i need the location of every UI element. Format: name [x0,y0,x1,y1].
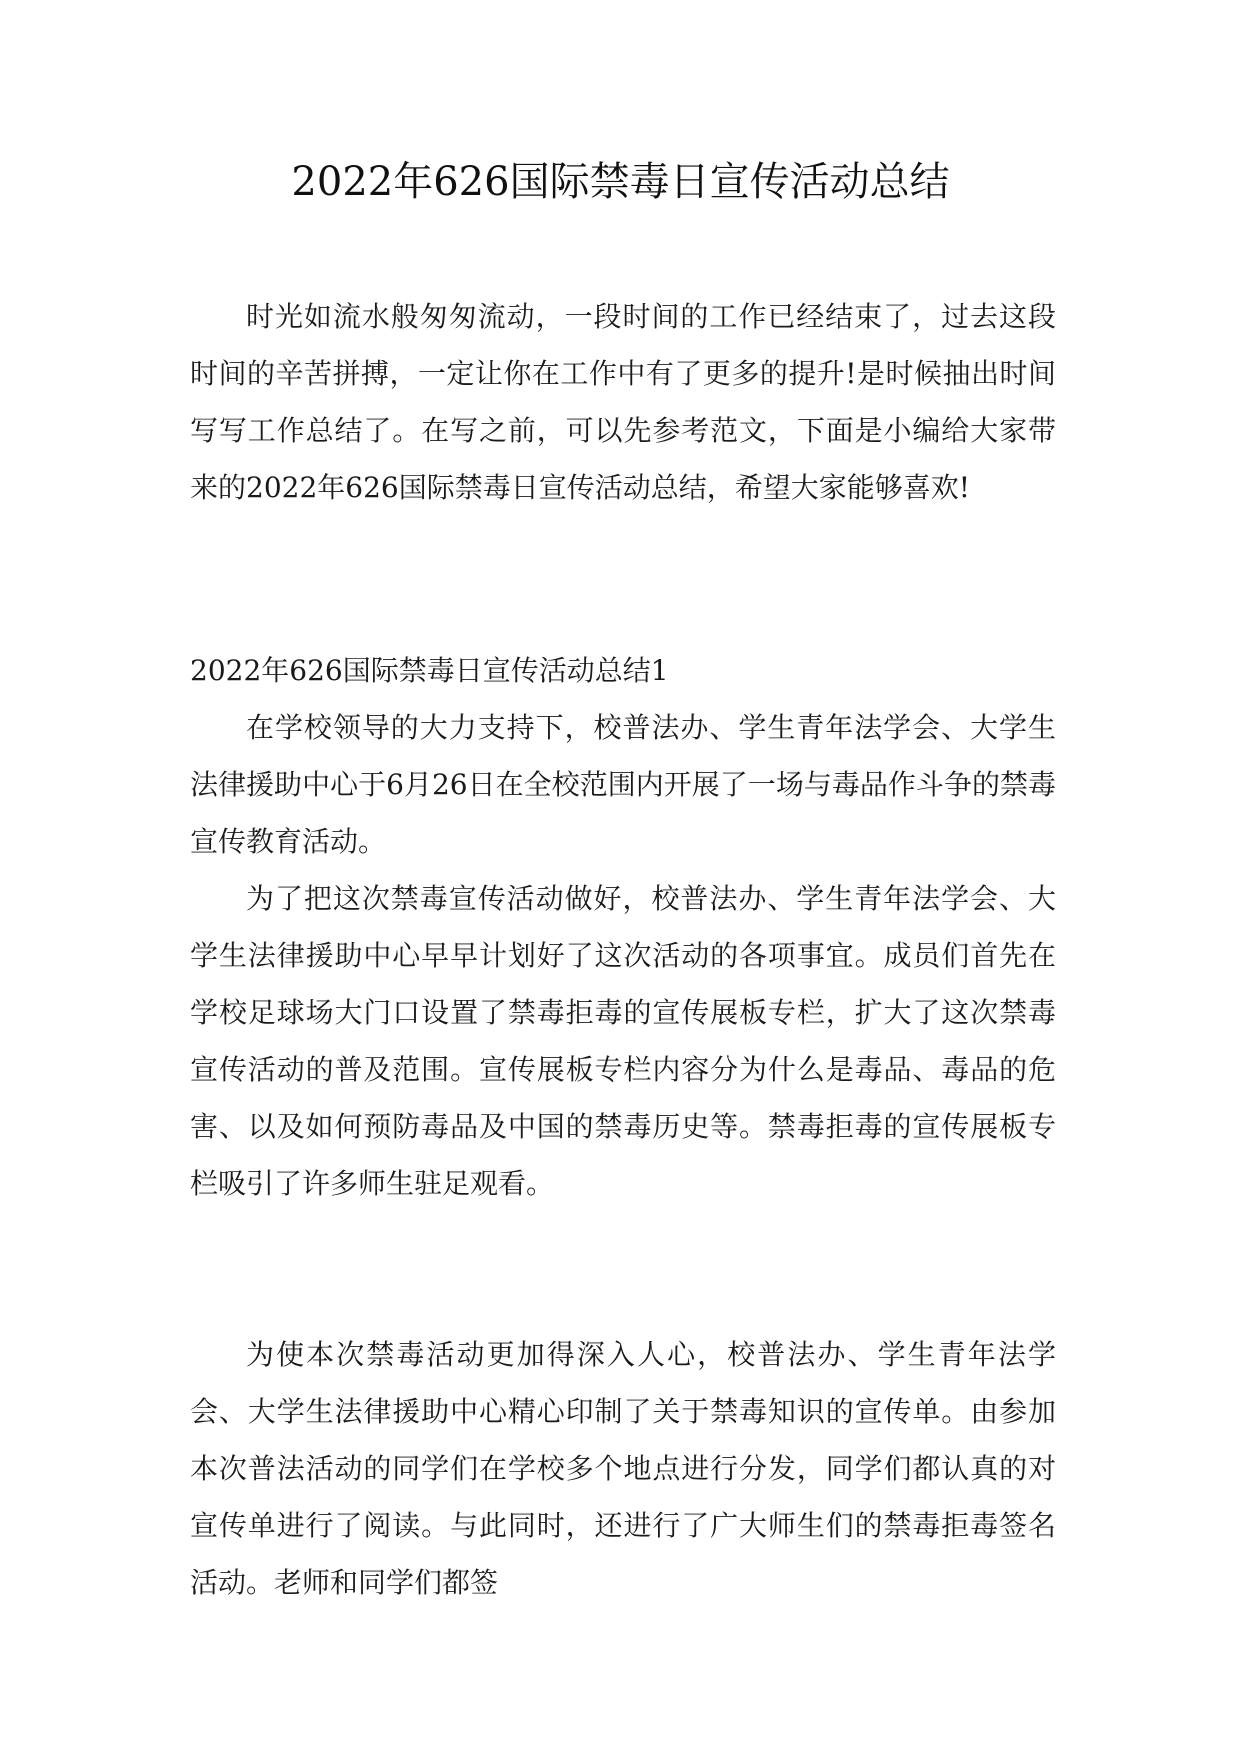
section-heading: 2022年626国际禁毒日宣传活动总结1 [190,654,669,687]
document-title: 2022年626国际禁毒日宣传活动总结 [291,159,950,205]
body-paragraph-1: 在学校领导的大力支持下，校普法办、学生青年法学会、大学生法律援助中心于6月26日在全校范围内开展了一场与毒品作斗争的禁毒宣传教育活动。 [190,711,1056,858]
body-paragraph-2: 为了把这次禁毒宣传活动做好，校普法办、学生青年法学会、大学生法律援助中心早早计划好了这次活动的各项事宜。成员们首先在学校足球场大门口设置了禁毒拒毒的宣传展板专栏，扩大了这次禁毒宣传活动的普及范围。宣传展板专栏内容分为什么是毒品、毒品的危害、以及如何预防毒品及中国的禁毒历史等。禁毒拒毒的宣传展板专栏吸引了许多师生驻足观看。 [190,882,1056,1200]
intro-paragraph: 时光如流水般匆匆流动，一段时间的工作已经结束了，过去这段时间的辛苦拼搏，一定让你在工作中有了更多的提升!是时候抽出时间写写工作总结了。在写之前，可以先参考范文，下面是小编给大家带来的2022年626国际禁毒日宣传活动总结，希望大家能够喜欢! [190,300,1056,504]
body-paragraph-3: 为使本次禁毒活动更加得深入人心，校普法办、学生青年法学会、大学生法律援助中心精心印制了关于禁毒知识的宣传单。由参加本次普法活动的同学们在学校多个地点进行分发，同学们都认真的对宣传单进行了阅读。与此同时，还进行了广大师生们的禁毒拒毒签名活动。老师和同学们都签 [190,1338,1056,1599]
